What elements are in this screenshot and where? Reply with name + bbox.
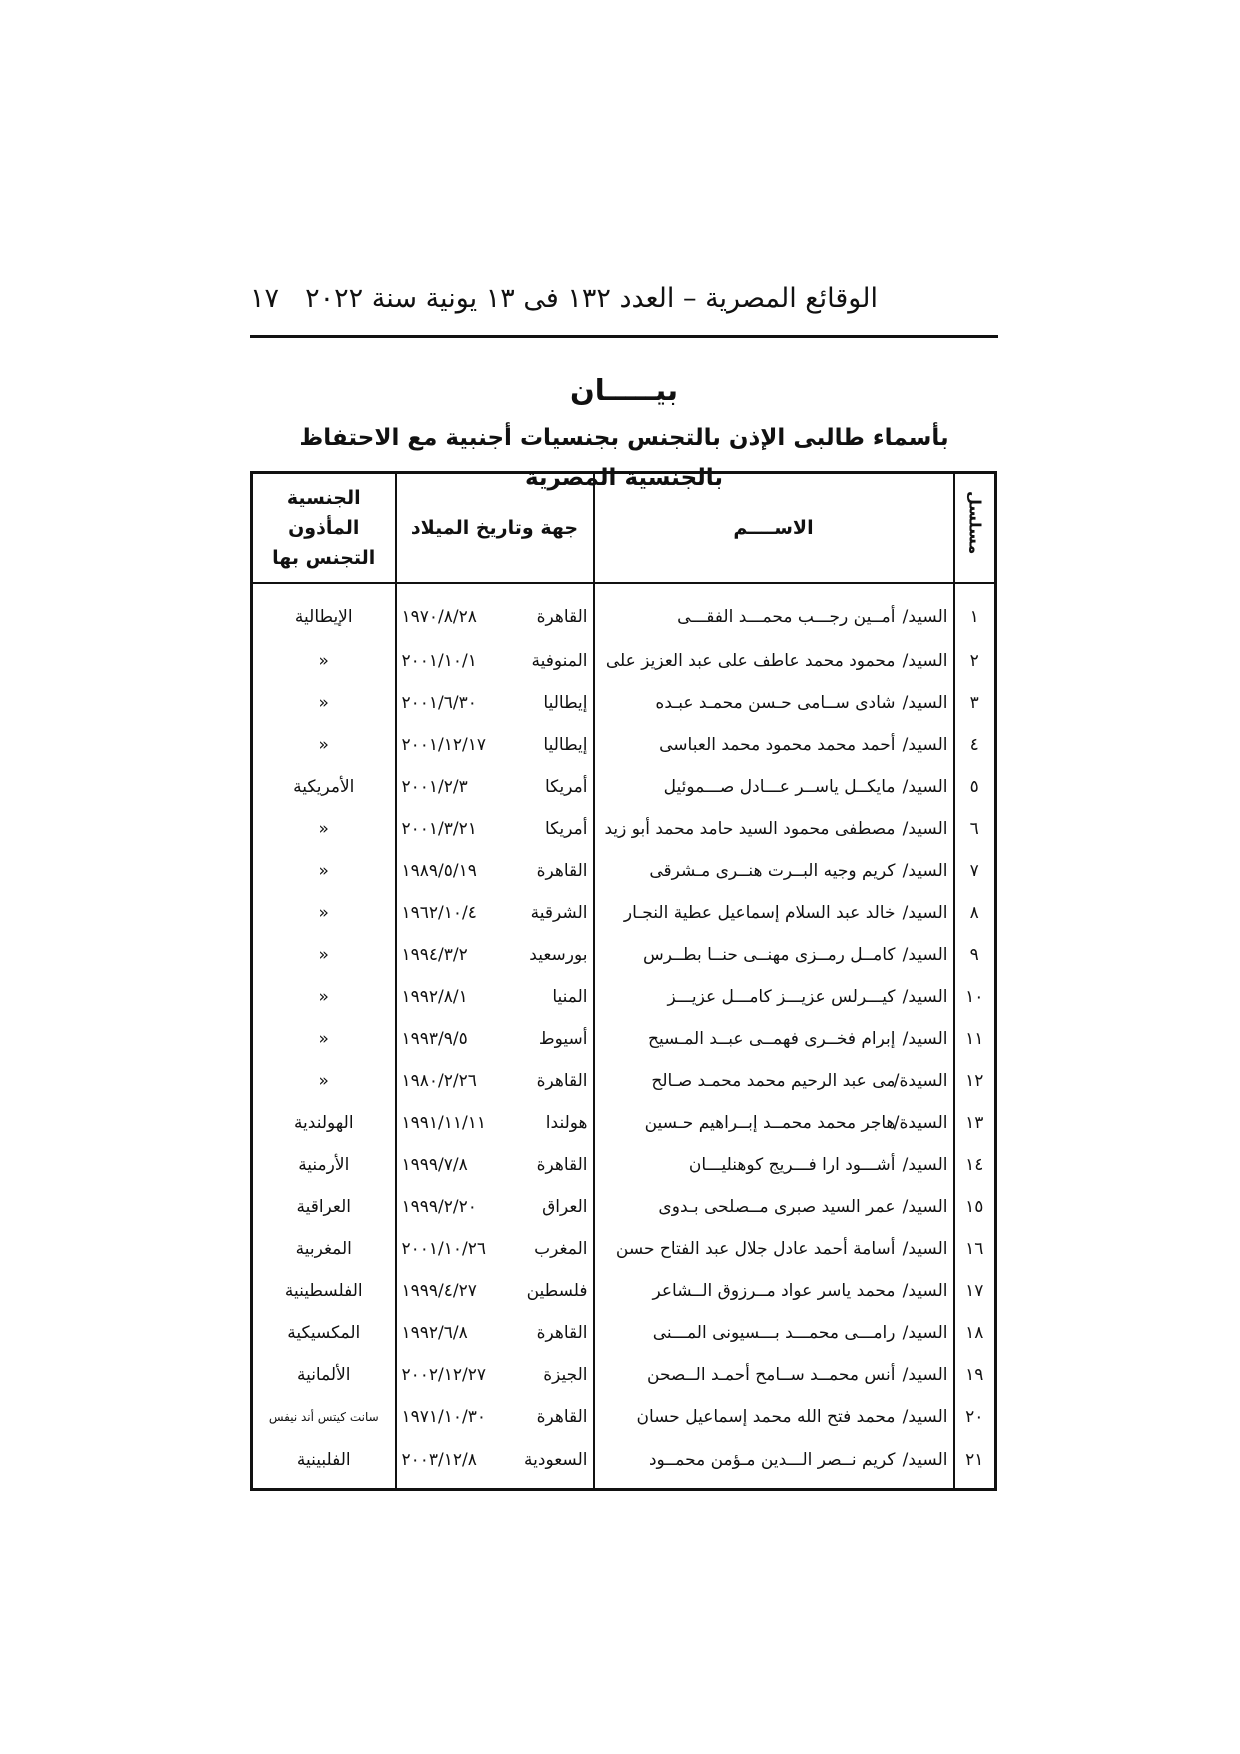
serial-cell: ١٢ bbox=[954, 1060, 996, 1102]
honorific: السيد/ bbox=[902, 1323, 948, 1343]
naturalization-table bbox=[250, 471, 997, 1491]
birth-cell bbox=[396, 850, 594, 892]
nationality-cell: « bbox=[252, 1060, 396, 1102]
page-number: ١٧ bbox=[250, 283, 280, 314]
serial-cell: ١٣ bbox=[954, 1102, 996, 1144]
person-name: مصطفى محمود السيد حامد محمد أبو زيد bbox=[604, 819, 896, 839]
birth-cell bbox=[396, 808, 594, 850]
birth-date: ٢٠٠١/٦/٣٠ bbox=[401, 693, 477, 713]
name-cell bbox=[594, 1186, 954, 1228]
honorific: السيد/ bbox=[902, 735, 948, 755]
name-cell bbox=[594, 682, 954, 724]
nationality-column-header: الجنسية المأذون التجنس بها bbox=[252, 473, 396, 584]
nationality-cell: « bbox=[252, 934, 396, 976]
table-row bbox=[252, 766, 996, 808]
serial-cell: ١٥ bbox=[954, 1186, 996, 1228]
honorific: السيد/ bbox=[902, 1155, 948, 1175]
serial-cell: ١١ bbox=[954, 1018, 996, 1060]
birth-place: القاهرة bbox=[536, 1407, 588, 1427]
birth-place: المنوفية bbox=[531, 651, 588, 671]
name-cell bbox=[594, 1102, 954, 1144]
table-row bbox=[252, 1312, 996, 1354]
nationality-cell: الفلسطينية bbox=[252, 1270, 396, 1312]
birth-cell bbox=[396, 1396, 594, 1438]
person-name: خالد عبد السلام إسماعيل عطية النجـار bbox=[623, 903, 896, 923]
birth-place: القاهرة bbox=[536, 1323, 588, 1343]
birth-place: أسيوط bbox=[538, 1029, 588, 1049]
nationality-cell: « bbox=[252, 892, 396, 934]
honorific: السيد/ bbox=[902, 1197, 948, 1217]
nationality-cell: « bbox=[252, 976, 396, 1018]
serial-cell: ٢١ bbox=[954, 1438, 996, 1490]
birth-date: ١٩٧٠/٨/٢٨ bbox=[401, 607, 477, 627]
person-name: كريم نــصر الـــدين مـؤمن محمــود bbox=[648, 1450, 896, 1470]
serial-cell: ١٨ bbox=[954, 1312, 996, 1354]
page-header bbox=[250, 277, 998, 321]
honorific: السيد/ bbox=[902, 903, 948, 923]
person-name: أحمد محمد محمود محمد العباسى bbox=[659, 735, 896, 755]
serial-cell: ١٧ bbox=[954, 1270, 996, 1312]
table-row bbox=[252, 934, 996, 976]
birth-cell bbox=[396, 1060, 594, 1102]
honorific: السيد/ bbox=[902, 1281, 948, 1301]
nationality-cell: « bbox=[252, 640, 396, 682]
birth-cell bbox=[396, 640, 594, 682]
person-name: كامــل رمــزى مهنــى حنــا بطــرس bbox=[642, 945, 896, 965]
nationality-cell: « bbox=[252, 682, 396, 724]
name-cell bbox=[594, 1396, 954, 1438]
birth-place: المغرب bbox=[534, 1239, 588, 1259]
serial-cell: ١٠ bbox=[954, 976, 996, 1018]
birth-place: إيطاليا bbox=[543, 693, 588, 713]
birth-cell bbox=[396, 1312, 594, 1354]
table-row bbox=[252, 724, 996, 766]
nationality-cell: الألمانية bbox=[252, 1354, 396, 1396]
birth-date: ١٩٧١/١٠/٣٠ bbox=[401, 1407, 487, 1427]
person-name: كيـــرلس عزيـــز كامـــل عزيـــز bbox=[667, 987, 896, 1007]
document-title: بيـــــان bbox=[570, 373, 678, 407]
birth-cell bbox=[396, 1354, 594, 1396]
birth-date: ٢٠٠١/١٢/١٧ bbox=[401, 735, 487, 755]
birth-cell bbox=[396, 976, 594, 1018]
table-row bbox=[252, 1270, 996, 1312]
birth-date: ١٩٩٩/٢/٢٠ bbox=[401, 1197, 477, 1217]
serial-cell: ٧ bbox=[954, 850, 996, 892]
birth-cell bbox=[396, 1270, 594, 1312]
serial-cell: ٣ bbox=[954, 682, 996, 724]
table-header-row bbox=[252, 473, 996, 584]
table-row bbox=[252, 1186, 996, 1228]
table-row bbox=[252, 1102, 996, 1144]
birth-cell bbox=[396, 1102, 594, 1144]
honorific: السيد/ bbox=[902, 1239, 948, 1259]
name-cell bbox=[594, 1018, 954, 1060]
person-name: محمد فتح الله محمد إسماعيل حسان bbox=[636, 1407, 896, 1427]
birth-place: السعودية bbox=[524, 1450, 588, 1470]
birth-cell bbox=[396, 724, 594, 766]
name-cell bbox=[594, 808, 954, 850]
person-name: عمر السيد صبرى مــصلحى بـدوى bbox=[658, 1197, 896, 1217]
person-name: محمود محمد عاطف على عبد العزيز على bbox=[605, 651, 896, 671]
birth-cell bbox=[396, 1228, 594, 1270]
honorific: السيد/ bbox=[902, 607, 948, 627]
person-name: أسامة أحمد عادل جلال عبد الفتاح حسن bbox=[615, 1239, 896, 1259]
honorific: السيد/ bbox=[902, 1407, 948, 1427]
table-row bbox=[252, 1144, 996, 1186]
person-name: مى عبد الرحيم محمد محمـد صـالح bbox=[651, 1071, 896, 1091]
person-name: رامـــى محمـــد بـــسيونى المـــنى bbox=[652, 1323, 896, 1343]
serial-cell: ١٩ bbox=[954, 1354, 996, 1396]
serial-cell: ١٦ bbox=[954, 1228, 996, 1270]
name-cell bbox=[594, 934, 954, 976]
table-row bbox=[252, 850, 996, 892]
birth-date: ١٩٩٩/٤/٢٧ bbox=[401, 1281, 477, 1301]
birth-date: ٢٠٠١/٢/٣ bbox=[401, 777, 468, 797]
honorific: السيدة/ bbox=[893, 1113, 948, 1133]
person-name: شادى ســامى حـسن محمـد عبـده bbox=[655, 693, 896, 713]
table-row bbox=[252, 976, 996, 1018]
name-cell bbox=[594, 640, 954, 682]
gazette-issue-line: الوقائع المصرية – العدد ١٣٢ فى ١٣ يونية سنة ٢٠٢٢ bbox=[305, 283, 878, 314]
name-cell bbox=[594, 1312, 954, 1354]
nationality-cell: الهولندية bbox=[252, 1102, 396, 1144]
serial-cell: ٦ bbox=[954, 808, 996, 850]
honorific: السيد/ bbox=[902, 693, 948, 713]
birth-date: ٢٠٠١/١٠/٢٦ bbox=[401, 1239, 487, 1259]
birth-place: القاهرة bbox=[536, 607, 588, 627]
honorific: السيد/ bbox=[902, 1365, 948, 1385]
nationality-cell: الأرمنية bbox=[252, 1144, 396, 1186]
person-name: إبرام فخــرى فهمــى عبــد المـسيح bbox=[647, 1029, 896, 1049]
name-cell bbox=[594, 583, 954, 640]
name-cell bbox=[594, 1354, 954, 1396]
table-row bbox=[252, 1060, 996, 1102]
serial-cell: ٢٠ bbox=[954, 1396, 996, 1438]
honorific: السيد/ bbox=[902, 1029, 948, 1049]
birth-place: القاهرة bbox=[536, 1071, 588, 1091]
name-column-header: الاســــم bbox=[594, 473, 954, 584]
serial-cell: ٨ bbox=[954, 892, 996, 934]
birth-date: ١٩٨٩/٥/١٩ bbox=[401, 861, 477, 881]
honorific: السيد/ bbox=[902, 777, 948, 797]
name-cell bbox=[594, 892, 954, 934]
serial-cell: ٩ bbox=[954, 934, 996, 976]
birth-date: ٢٠٠٣/١٢/٨ bbox=[401, 1450, 477, 1470]
name-cell bbox=[594, 766, 954, 808]
birth-date: ١٩٩٣/٩/٥ bbox=[401, 1029, 468, 1049]
name-cell bbox=[594, 1144, 954, 1186]
table-row bbox=[252, 682, 996, 724]
nationality-cell: « bbox=[252, 808, 396, 850]
birth-date: ١٩٦٢/١٠/٤ bbox=[401, 903, 477, 923]
birth-place: الشرقية bbox=[530, 903, 588, 923]
serial-cell: ١٤ bbox=[954, 1144, 996, 1186]
honorific: السيدة/ bbox=[893, 1071, 948, 1091]
serial-column-header: مسلسل bbox=[954, 473, 996, 584]
nationality-cell: المكسيكية bbox=[252, 1312, 396, 1354]
table-row bbox=[252, 640, 996, 682]
honorific: السيد/ bbox=[902, 861, 948, 881]
birth-date: ١٩٩٢/٦/٨ bbox=[401, 1323, 468, 1343]
name-cell bbox=[594, 850, 954, 892]
birth-cell bbox=[396, 682, 594, 724]
birth-cell bbox=[396, 1186, 594, 1228]
nationality-cell: سانت كيتس أند نيفس bbox=[252, 1396, 396, 1438]
nationality-cell: الأمريكية bbox=[252, 766, 396, 808]
name-cell bbox=[594, 1060, 954, 1102]
honorific: السيد/ bbox=[902, 1450, 948, 1470]
birth-cell bbox=[396, 1018, 594, 1060]
birth-date: ١٩٩٩/٧/٨ bbox=[401, 1155, 468, 1175]
name-cell bbox=[594, 1438, 954, 1490]
nationality-cell: الفلبينية bbox=[252, 1438, 396, 1490]
birth-place: إيطاليا bbox=[543, 735, 588, 755]
birth-column-header: جهة وتاريخ الميلاد bbox=[396, 473, 594, 584]
nationality-cell: « bbox=[252, 1018, 396, 1060]
birth-cell bbox=[396, 934, 594, 976]
birth-place: أمريكا bbox=[544, 819, 588, 839]
person-name: هاجر محمد محمــد إبــراهيم حـسين bbox=[644, 1113, 896, 1133]
birth-place: بورسعيد bbox=[529, 945, 588, 965]
birth-place: القاهرة bbox=[536, 861, 588, 881]
name-cell bbox=[594, 1270, 954, 1312]
birth-cell bbox=[396, 766, 594, 808]
nationality-cell: « bbox=[252, 850, 396, 892]
serial-cell: ٥ bbox=[954, 766, 996, 808]
birth-place: العراق bbox=[542, 1197, 588, 1217]
name-cell bbox=[594, 1228, 954, 1270]
document-subtitle: بأسماء طالبى الإذن بالتجنس بجنسيات أجنبية مع الاحتفاظ بالجنسية المصرية bbox=[299, 425, 949, 491]
person-name: مايكــل ياســر عـــادل صـــموئيل bbox=[663, 777, 896, 797]
birth-date: ٢٠٠١/١٠/١ bbox=[401, 651, 477, 671]
birth-date: ١٩٨٠/٢/٢٦ bbox=[401, 1071, 477, 1091]
person-name: أنس محمــد ســامح أحمـد الــصحن bbox=[647, 1365, 896, 1385]
birth-cell bbox=[396, 1144, 594, 1186]
birth-date: ٢٠٠٢/١٢/٢٧ bbox=[401, 1365, 487, 1385]
birth-place: هولندا bbox=[545, 1113, 588, 1133]
birth-place: الجيزة bbox=[543, 1365, 588, 1385]
birth-cell bbox=[396, 1438, 594, 1490]
person-name: كريم وجيه البــرت هنــرى مـشرقى bbox=[649, 861, 896, 881]
table-row bbox=[252, 892, 996, 934]
serial-cell: ٢ bbox=[954, 640, 996, 682]
birth-place: القاهرة bbox=[536, 1155, 588, 1175]
birth-date: ١٩٩٤/٣/٢ bbox=[401, 945, 468, 965]
birth-place: المنيا bbox=[552, 987, 588, 1007]
birth-date: ١٩٩٢/٨/١ bbox=[401, 987, 468, 1007]
serial-cell: ١ bbox=[954, 583, 996, 640]
birth-place: فلسطين bbox=[526, 1281, 588, 1301]
nationality-cell: العراقية bbox=[252, 1186, 396, 1228]
honorific: السيد/ bbox=[902, 945, 948, 965]
name-cell bbox=[594, 724, 954, 766]
nationality-cell: « bbox=[252, 724, 396, 766]
name-cell bbox=[594, 976, 954, 1018]
table-row bbox=[252, 1018, 996, 1060]
birth-place: أمريكا bbox=[544, 777, 588, 797]
birth-cell bbox=[396, 892, 594, 934]
header-divider bbox=[250, 335, 998, 338]
honorific: السيد/ bbox=[902, 651, 948, 671]
table-row bbox=[252, 1438, 996, 1490]
person-name: أشـــود ارا فـــريج كوهنليـــان bbox=[688, 1155, 896, 1175]
birth-cell bbox=[396, 583, 594, 640]
nationality-cell: الإيطالية bbox=[252, 583, 396, 640]
table-row bbox=[252, 808, 996, 850]
table-row bbox=[252, 583, 996, 640]
honorific: السيد/ bbox=[902, 987, 948, 1007]
person-name: محمد ياسر عواد مــرزوق الــشاعر bbox=[652, 1281, 896, 1301]
table-row bbox=[252, 1396, 996, 1438]
honorific: السيد/ bbox=[902, 819, 948, 839]
birth-date: ١٩٩١/١١/١١ bbox=[401, 1113, 487, 1133]
table-row bbox=[252, 1228, 996, 1270]
serial-cell: ٤ bbox=[954, 724, 996, 766]
nationality-cell: المغربية bbox=[252, 1228, 396, 1270]
person-name: أمــين رجـــب محمـــد الفقـــى bbox=[677, 607, 896, 627]
birth-date: ٢٠٠١/٣/٢١ bbox=[401, 819, 477, 839]
table-row bbox=[252, 1354, 996, 1396]
